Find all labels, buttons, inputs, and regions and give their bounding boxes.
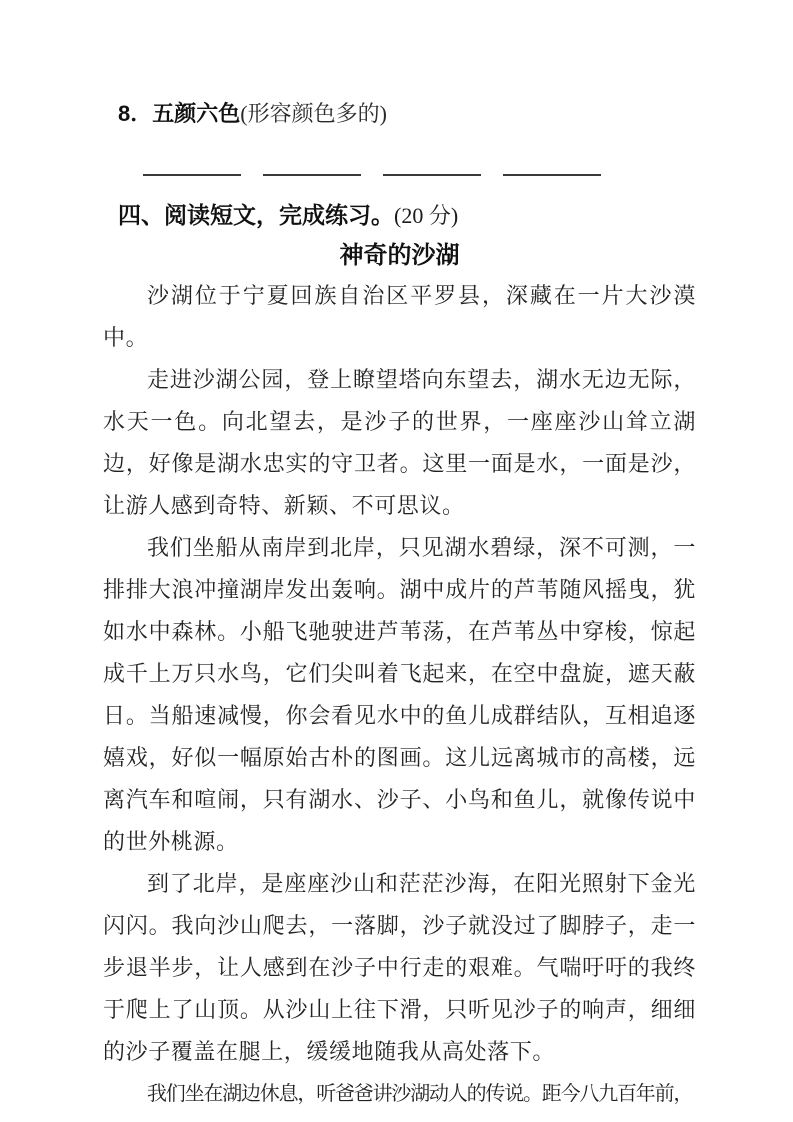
answer-blank-1 (143, 160, 241, 176)
section-heading-reading (103, 200, 696, 231)
section-score: (20 分) (394, 203, 459, 228)
answer-blanks-row (103, 160, 696, 178)
passage-paragraph-5: 我们坐在湖边休息，听爸爸讲沙湖动人的传说。距今八九百年前， (147, 1083, 693, 1105)
passage-title: 神奇的沙湖 (339, 242, 460, 269)
vocab-item-8-note: (形容颜色多的) (240, 101, 387, 126)
answer-blank-3 (383, 160, 481, 176)
answer-blank-2 (263, 160, 361, 176)
passage-body (103, 275, 696, 1115)
vocab-item-8-term: 8．五颜六色 (118, 101, 241, 126)
passage-paragraph-1: 沙湖位于宁夏回族自治区平罗县，深藏在一片大沙漠中。 (103, 283, 696, 350)
vocab-item-8 (103, 100, 696, 128)
answer-blank-4 (503, 160, 601, 176)
passage-paragraph-2: 走进沙湖公园，登上瞭望塔向东望去，湖水无边无际，水天一色。向北望去，是沙子的世界，一座座沙山耸立湖边，好像是湖水忠实的守卫者。这里一面是水，一面是沙，让游人感到奇特、新颖、不可思议。 (103, 367, 696, 518)
section-heading-text: 四、阅读短文，完成练习。 (118, 202, 394, 228)
passage-paragraph-3: 我们坐船从南岸到北岸，只见湖水碧绿，深不可测，一排排大浪冲撞湖岸发出轰响。湖中成片的芦苇随风摇曳，犹如水中森林。小船飞驰驶进芦苇荡，在芦苇丛中穿梭，惊起成千上万只水鸟，它们尖叫着飞起来，在空中盘旋，遮天蔽日。当船速减慢，你会看见水中的鱼儿成群结队，互相追逐嬉戏，好似一幅原始古朴的图画。这儿远离城市的高楼，远离汽车和喧闹，只有湖水、沙子、小鸟和鱼儿，就像传说中的世外桃源。 (103, 535, 696, 854)
passage-paragraph-4: 到了北岸，是座座沙山和茫茫沙海，在阳光照射下金光闪闪。我向沙山爬去，一落脚，沙子就没过了脚脖子，走一步退半步，让人感到在沙子中行走的艰难。气喘吁吁的我终于爬上了山顶。从沙山上往下滑，只听见沙子的响声，细细的沙子覆盖在腿上，缓缓地随我从高处落下。 (103, 871, 696, 1064)
